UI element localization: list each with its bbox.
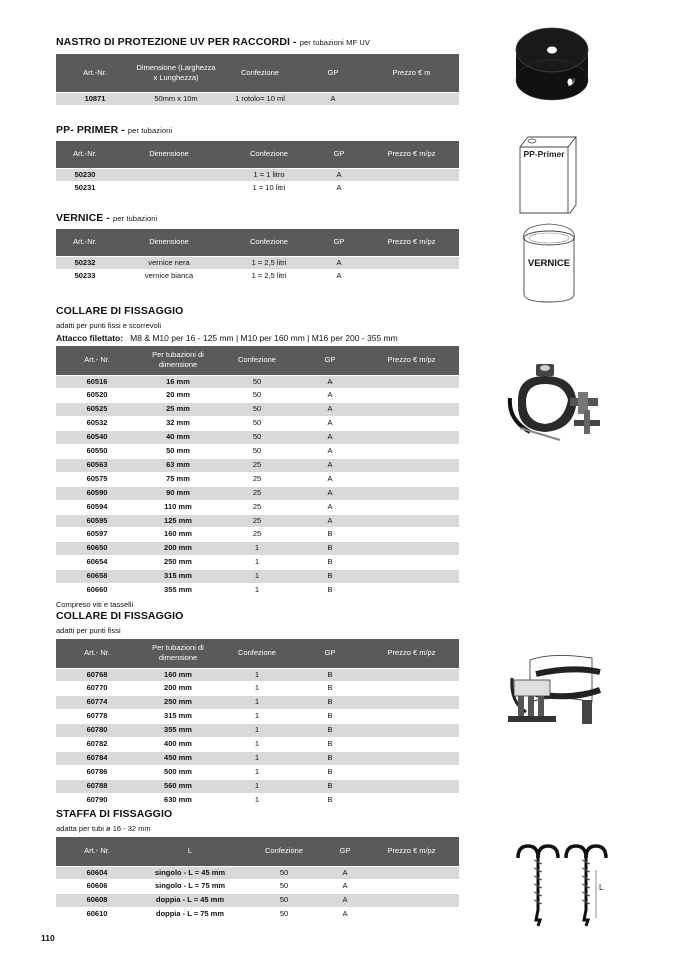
table-cell: 60575 — [56, 472, 138, 486]
table-cell: 355 mm — [138, 724, 218, 738]
table-cell: B — [296, 724, 364, 738]
table-cell: 20 mm — [138, 389, 218, 403]
tape-roll-image — [502, 20, 602, 108]
table-cell: 1 — [218, 793, 296, 806]
table-cell: 60594 — [56, 500, 138, 514]
table-cell: 50230 — [56, 168, 114, 182]
table-cell: 1 — [218, 710, 296, 724]
section-pp-primer — [56, 124, 459, 195]
table-cell: A — [326, 880, 364, 894]
table-cell: 25 — [218, 500, 296, 514]
table-cell — [364, 168, 459, 182]
table-cell: 60790 — [56, 793, 138, 806]
section-note: adatti per punti fissi e scorrevoli — [56, 321, 162, 330]
table-cell: 50232 — [56, 256, 114, 270]
table-row — [56, 556, 459, 570]
table-cell: 50 — [218, 445, 296, 459]
table-cell — [364, 542, 459, 556]
table-header: Art.-Nr. Dimensione (Larghezza x Lunghezza) Confezione GP Prezzo € m — [56, 54, 459, 92]
table-cell — [364, 528, 459, 542]
table-cell — [364, 584, 459, 597]
section-staffa — [56, 808, 459, 921]
table-cell: 60563 — [56, 458, 138, 472]
table-cell: 500 mm — [138, 765, 218, 779]
table-cell: 50 — [242, 908, 326, 921]
table-cell: 60788 — [56, 779, 138, 793]
table-cell: A — [302, 92, 364, 105]
table-cell — [364, 375, 459, 389]
table-cell: 200 mm — [138, 542, 218, 556]
table-cell: 50 — [218, 389, 296, 403]
section-title: NASTRO DI PROTEZIONE UV PER RACCORDI - per tubazioni MF UV — [56, 36, 370, 48]
table-cell: 16 mm — [138, 375, 218, 389]
table-cell: 60780 — [56, 724, 138, 738]
table-cell: 315 mm — [138, 570, 218, 584]
staffa-image — [508, 840, 612, 930]
table-cell: B — [296, 528, 364, 542]
product-table — [56, 229, 459, 283]
table-row — [56, 528, 459, 542]
section-title: STAFFA DI FISSAGGIO — [56, 808, 173, 820]
table-cell: 60786 — [56, 765, 138, 779]
section-vernice — [56, 212, 459, 283]
table-cell — [364, 866, 459, 880]
section-uv-tape — [56, 36, 459, 105]
table-row — [56, 417, 459, 431]
table-cell — [364, 270, 459, 283]
table-cell: 1 = 10 litri — [224, 182, 314, 195]
table-row — [56, 710, 459, 724]
table-cell: 60784 — [56, 751, 138, 765]
table-cell: 250 mm — [138, 556, 218, 570]
table-cell — [364, 696, 459, 710]
table-cell: A — [296, 431, 364, 445]
table-cell — [364, 389, 459, 403]
table-row — [56, 584, 459, 597]
table-cell: B — [296, 765, 364, 779]
table-cell: 60525 — [56, 403, 138, 417]
table-cell: 60516 — [56, 375, 138, 389]
table-cell: 50231 — [56, 182, 114, 195]
table-cell: A — [326, 894, 364, 908]
table-cell: 50 — [218, 403, 296, 417]
table-cell — [114, 182, 224, 195]
table-cell — [364, 751, 459, 765]
table-row — [56, 866, 459, 880]
table-cell: 1 = 2,5 litri — [224, 256, 314, 270]
table-cell: 25 — [218, 514, 296, 528]
table-cell: 200 mm — [138, 682, 218, 696]
table-row — [56, 403, 459, 417]
table-cell: B — [296, 751, 364, 765]
table-cell: 1 — [218, 668, 296, 682]
table-row — [56, 668, 459, 682]
table-cell: 60650 — [56, 542, 138, 556]
table-cell: A — [296, 417, 364, 431]
table-cell: 50 — [242, 880, 326, 894]
table-cell: 60774 — [56, 696, 138, 710]
page-number: 110 — [41, 933, 55, 943]
table-cell: A — [314, 270, 364, 283]
table-row — [56, 696, 459, 710]
table-cell: 630 mm — [138, 793, 218, 806]
table-row — [56, 908, 459, 921]
table-row — [56, 880, 459, 894]
table-cell: 315 mm — [138, 710, 218, 724]
table-cell: 25 — [218, 458, 296, 472]
table-cell — [114, 168, 224, 182]
table-cell: 25 — [218, 486, 296, 500]
table-cell: 1 rotolo= 10 ml — [218, 92, 302, 105]
pipe-clamp-image — [500, 360, 612, 450]
table-cell: 40 mm — [138, 431, 218, 445]
section-collare-2 — [56, 610, 459, 807]
table-cell: 50 — [218, 417, 296, 431]
table-header: Art.-Nr. Dimensione Confezione GP Prezzo € m/pz — [56, 229, 459, 256]
product-table — [56, 639, 459, 807]
table-cell — [364, 458, 459, 472]
table-cell — [364, 472, 459, 486]
table-cell: 1 — [218, 779, 296, 793]
section-note: adatta per tubi ø 16 - 32 mm — [56, 824, 151, 833]
table-cell — [364, 880, 459, 894]
table-cell: 25 — [218, 472, 296, 486]
table-cell — [364, 182, 459, 195]
table-cell — [364, 417, 459, 431]
table-cell: B — [296, 556, 364, 570]
large-clamp-image — [496, 650, 608, 730]
table-cell: B — [296, 570, 364, 584]
table-cell: 1 — [218, 556, 296, 570]
table-row — [56, 431, 459, 445]
table-cell: B — [296, 738, 364, 752]
table-cell: 60595 — [56, 514, 138, 528]
table-cell: 75 mm — [138, 472, 218, 486]
table-cell: A — [296, 514, 364, 528]
table-cell: B — [296, 710, 364, 724]
table-header: Art.- Nr. L Confezione GP Prezzo € m/pz — [56, 837, 459, 866]
primer-label: PP-Primer — [523, 149, 565, 159]
table-cell: A — [296, 486, 364, 500]
table-header: Art.-Nr. Dimensione Confezione GP Prezzo € m/pz — [56, 141, 459, 168]
table-cell: 60768 — [56, 668, 138, 682]
table-cell — [364, 403, 459, 417]
table-cell: 50 — [242, 894, 326, 908]
table-cell: 60540 — [56, 431, 138, 445]
table-cell: 60654 — [56, 556, 138, 570]
table-cell: B — [296, 793, 364, 806]
product-table — [56, 54, 459, 105]
table-cell: A — [296, 375, 364, 389]
section-title: PP- PRIMER - per tubazioni — [56, 124, 173, 136]
product-table — [56, 346, 459, 597]
table-cell: 60597 — [56, 528, 138, 542]
table-cell: 355 mm — [138, 584, 218, 597]
table-cell: 125 mm — [138, 514, 218, 528]
table-row — [56, 472, 459, 486]
table-row — [56, 168, 459, 182]
table-cell — [364, 738, 459, 752]
table-cell: 60532 — [56, 417, 138, 431]
table-cell: A — [296, 458, 364, 472]
table-cell: 50 mm — [138, 445, 218, 459]
table-cell: 50 — [218, 375, 296, 389]
footnote: Compreso viti e tasselli — [56, 600, 134, 609]
table-cell: 1 — [218, 751, 296, 765]
table-cell: 1 — [218, 682, 296, 696]
table-cell: A — [314, 256, 364, 270]
table-cell: 50mm x 10m — [134, 92, 218, 105]
table-cell: 60770 — [56, 682, 138, 696]
table-cell — [364, 431, 459, 445]
table-row — [56, 182, 459, 195]
table-cell: B — [296, 584, 364, 597]
table-row — [56, 724, 459, 738]
table-cell — [364, 710, 459, 724]
length-label: L — [599, 883, 604, 892]
table-row — [56, 458, 459, 472]
table-cell: A — [314, 168, 364, 182]
table-cell: 1 = 1 litro — [224, 168, 314, 182]
table-cell: 60606 — [56, 880, 138, 894]
table-cell — [364, 556, 459, 570]
table-cell — [364, 570, 459, 584]
table-cell: 63 mm — [138, 458, 218, 472]
table-cell: 50 — [218, 431, 296, 445]
table-cell: 400 mm — [138, 738, 218, 752]
table-cell: 60782 — [56, 738, 138, 752]
table-cell: 60610 — [56, 908, 138, 921]
primer-can-image — [514, 133, 580, 217]
section-note: adatti per punti fissi — [56, 626, 121, 635]
product-table — [56, 141, 459, 195]
section-title: COLLARE DI FISSAGGIO — [56, 610, 184, 622]
table-cell: B — [296, 682, 364, 696]
table-cell: 1 = 2,5 litri — [224, 270, 314, 283]
table-cell: 60658 — [56, 570, 138, 584]
table-row — [56, 375, 459, 389]
table-row — [56, 389, 459, 403]
table-cell — [364, 514, 459, 528]
table-cell: B — [296, 696, 364, 710]
table-row — [56, 514, 459, 528]
table-cell: 1 — [218, 584, 296, 597]
table-cell: B — [296, 668, 364, 682]
table-cell: 60550 — [56, 445, 138, 459]
table-row — [56, 793, 459, 806]
table-cell: A — [296, 445, 364, 459]
table-cell: A — [296, 403, 364, 417]
table-cell: 60590 — [56, 486, 138, 500]
table-cell: 50233 — [56, 270, 114, 283]
table-cell — [364, 765, 459, 779]
vernice-label: VERNICE — [527, 258, 571, 269]
table-cell — [364, 92, 459, 105]
table-cell: 560 mm — [138, 779, 218, 793]
table-cell — [364, 486, 459, 500]
table-row — [56, 570, 459, 584]
table-cell: 60520 — [56, 389, 138, 403]
table-cell: 25 mm — [138, 403, 218, 417]
table-cell: 1 — [218, 570, 296, 584]
table-cell — [364, 793, 459, 806]
thread-note: Attacco filettato: M8 & M10 per 16 - 125 mm | M10 per 160 mm | M16 per 200 - 355 mm — [56, 333, 398, 343]
table-row — [56, 765, 459, 779]
table-row — [56, 542, 459, 556]
table-cell: 50 — [242, 866, 326, 880]
table-cell: 1 — [218, 696, 296, 710]
table-cell: 90 mm — [138, 486, 218, 500]
table-cell: 60608 — [56, 894, 138, 908]
table-cell: B — [296, 542, 364, 556]
table-cell: vernice nera — [114, 256, 224, 270]
section-title: VERNICE - per tubazioni — [56, 212, 158, 224]
table-row — [56, 256, 459, 270]
table-cell: 450 mm — [138, 751, 218, 765]
table-cell: vernice bianca — [114, 270, 224, 283]
table-cell: A — [326, 908, 364, 921]
table-cell: A — [296, 389, 364, 403]
table-row — [56, 92, 459, 105]
table-cell: B — [296, 779, 364, 793]
table-cell: 25 — [218, 528, 296, 542]
table-cell: 160 mm — [138, 528, 218, 542]
table-cell: singolo - L = 45 mm — [138, 866, 242, 880]
paint-can-image — [516, 222, 582, 306]
table-cell: 1 — [218, 542, 296, 556]
section-title: COLLARE DI FISSAGGIO — [56, 305, 184, 317]
table-cell: 10871 — [56, 92, 134, 105]
table-cell: doppia - L = 45 mm — [138, 894, 242, 908]
table-cell: doppia - L = 75 mm — [138, 908, 242, 921]
product-table — [56, 837, 459, 921]
table-cell — [364, 445, 459, 459]
table-cell: A — [326, 866, 364, 880]
table-cell: A — [296, 500, 364, 514]
table-cell: A — [296, 472, 364, 486]
table-row — [56, 500, 459, 514]
section-collare-1 — [56, 305, 459, 609]
table-row — [56, 445, 459, 459]
table-cell: 110 mm — [138, 500, 218, 514]
table-row — [56, 894, 459, 908]
table-cell: singolo - L = 75 mm — [138, 880, 242, 894]
table-row — [56, 270, 459, 283]
table-row — [56, 751, 459, 765]
table-cell — [364, 668, 459, 682]
table-row — [56, 738, 459, 752]
table-cell: A — [314, 182, 364, 195]
table-cell — [364, 908, 459, 921]
table-cell — [364, 682, 459, 696]
table-cell: 60604 — [56, 866, 138, 880]
table-cell: 1 — [218, 738, 296, 752]
table-cell: 32 mm — [138, 417, 218, 431]
table-cell: 160 mm — [138, 668, 218, 682]
table-cell — [364, 779, 459, 793]
table-row — [56, 779, 459, 793]
table-cell — [364, 256, 459, 270]
table-row — [56, 682, 459, 696]
table-cell: 1 — [218, 765, 296, 779]
table-row — [56, 486, 459, 500]
table-cell: 1 — [218, 724, 296, 738]
table-cell: 250 mm — [138, 696, 218, 710]
table-cell — [364, 894, 459, 908]
table-cell: 60660 — [56, 584, 138, 597]
table-header: Art.- Nr. Per tubazioni di dimensione Confezione GP Prezzo € m/pz — [56, 346, 459, 375]
table-cell — [364, 500, 459, 514]
table-cell — [364, 724, 459, 738]
table-cell: 60778 — [56, 710, 138, 724]
table-header: Art.- Nr. Per tubazioni di dimensione Confezione GP Prezzo € m/pz — [56, 639, 459, 668]
